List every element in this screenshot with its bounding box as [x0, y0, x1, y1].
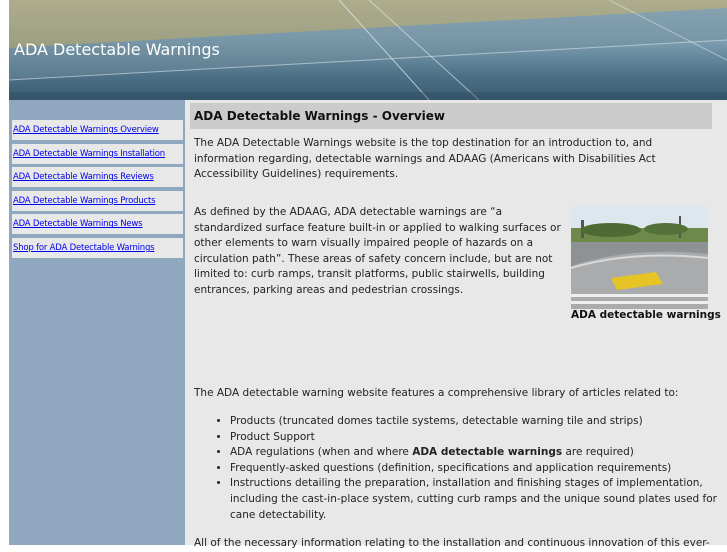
article-topics-list: [212, 414, 727, 523]
main-content: [190, 103, 721, 549]
list-item: • Product Support: [230, 430, 727, 446]
sidebar-link-installation[interactable]: ADA Detectable Warnings Installation: [13, 148, 165, 159]
list-item: • Instructions detailing the preparation, installation and finishing stages of implementation, including the cast-in-place system, cutting curb ramps and the unique sound plates used for cane detectability.: [230, 476, 727, 523]
library-intro-paragraph: The ADA detectable warning website features a comprehensive library of articles related to:: [194, 387, 679, 399]
definition-paragraph: As defined by the ADAAG, ADA detectable warnings are “a standardized surface feature built-in or applied to walking surfaces or other elements to warn visually impaired people of hazards on a circulation path”. These areas of safety concern include, but are not limited to: curb ramps, transit platforms, public stairwells, building entrances, parking areas and pedestrian crossings.: [194, 206, 561, 296]
sidebar-link-shop[interactable]: Shop for ADA Detectable Warnings: [13, 242, 155, 253]
detectable-warning-photo: [571, 206, 708, 309]
sidebar-item-products: [12, 191, 183, 211]
sidebar-link-news[interactable]: ADA Detectable Warnings News: [13, 219, 143, 230]
sidebar-item-shop: [12, 238, 183, 258]
list-item: • Frequently-asked questions (definition, specifications and application requirements): [230, 461, 727, 477]
content-heading-bar: [190, 103, 712, 129]
sidebar-item-news: [12, 214, 183, 234]
list-item-emphasis: ADA detectable warnings: [412, 446, 563, 459]
sidebar-link-products[interactable]: ADA Detectable Warnings Products: [13, 195, 156, 206]
page-title: ADA Detectable Warnings - Overview: [194, 109, 445, 123]
page-wrapper: [9, 0, 727, 549]
sidebar-item-reviews: [12, 167, 183, 187]
list-item-text: ADA regulations (when and where: [230, 446, 413, 459]
photo-caption: ADA detectable warnings: [571, 309, 721, 321]
sidebar-nav: [12, 120, 183, 262]
header-banner: [9, 0, 727, 100]
sidebar-link-reviews[interactable]: ADA Detectable Warnings Reviews: [13, 172, 154, 183]
site-title: ADA Detectable Warnings: [14, 40, 220, 59]
closing-paragraph: All of the necessary information relating to the installation and continuous innovation of this ever-: [194, 537, 710, 549]
sidebar-item-overview: [12, 120, 183, 140]
sidebar-item-installation: [12, 144, 183, 164]
list-item: • Products (truncated domes tactile systems, detectable warning tile and strips): [230, 414, 727, 430]
list-item-text: are required): [562, 446, 634, 459]
list-item: [230, 445, 727, 461]
sidebar-link-overview[interactable]: ADA Detectable Warnings Overview: [13, 125, 159, 135]
intro-paragraph: The ADA Detectable Warnings website is the top destination for an introduction to, and information regarding, detectable warnings and ADAAG (Americans with Disabilities Act Accessibility Guidelines) requirements.: [194, 137, 656, 181]
sidebar: [9, 100, 185, 545]
